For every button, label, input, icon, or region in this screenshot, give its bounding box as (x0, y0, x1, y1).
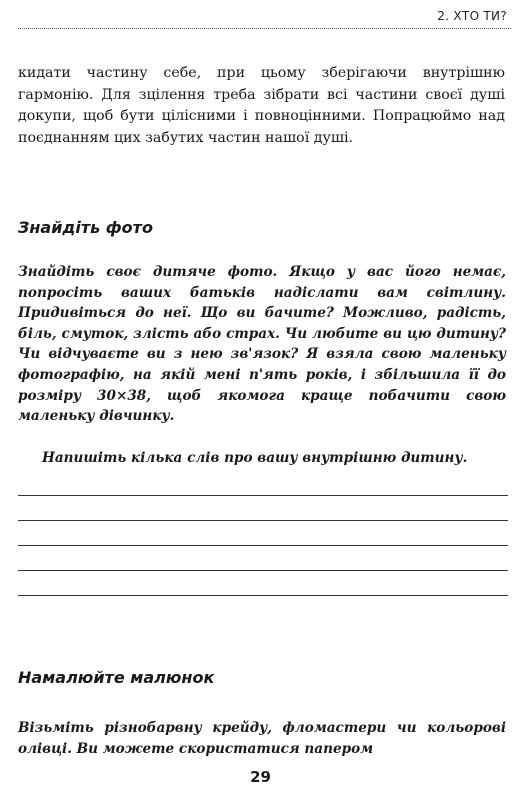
intro-paragraph: кидати частину себе, при цьому зберігаючи внутрішню гармонію. Для зцілення треба зібрати всі частини своєї душі докупи, щоб бути цілісними і повноцінними. Попрацюймо над поєднанням цих забутих частин нашої душі. (18, 65, 505, 146)
running-header (0, 0, 521, 34)
header-divider (18, 28, 511, 29)
answer-lines[interactable] (18, 495, 508, 620)
page-number: 29 (250, 768, 271, 786)
answer-line[interactable] (18, 545, 508, 546)
answer-line[interactable] (18, 495, 508, 496)
exercise-text-draw-picture: Візьміть різнобарвну крейду, фломастери чи кольорові олівці. Ви можете скористатися папером (18, 720, 506, 757)
section-heading-draw-picture: Намалюйте малюнок (18, 668, 215, 687)
answer-line[interactable] (18, 570, 508, 571)
chapter-title: 2. ХТО ТИ? (437, 9, 507, 23)
exercise-text-find-photo: Знайдіть своє дитяче фото. Якщо у вас його немає, попросіть ваших батьків надіслати вам світлину. Придивіться до неї. Що ви бачите? Можливо, радість, біль, смуток, злість або страх. Чи любите ви цю дитину? Чи відчуваєте ви з нею зв'язок? Я взяла свою маленьку фотографію, на якій мені п'ять років, і збільшила її до розміру 30×38, щоб якомога краще побачити свою маленьку дівчинку. (18, 264, 506, 425)
answer-line[interactable] (18, 595, 508, 596)
writing-prompt: Напишіть кілька слів про вашу внутрішню дитину. (42, 450, 468, 466)
section-heading-find-photo: Знайдіть фото (18, 218, 153, 237)
answer-line[interactable] (18, 520, 508, 521)
